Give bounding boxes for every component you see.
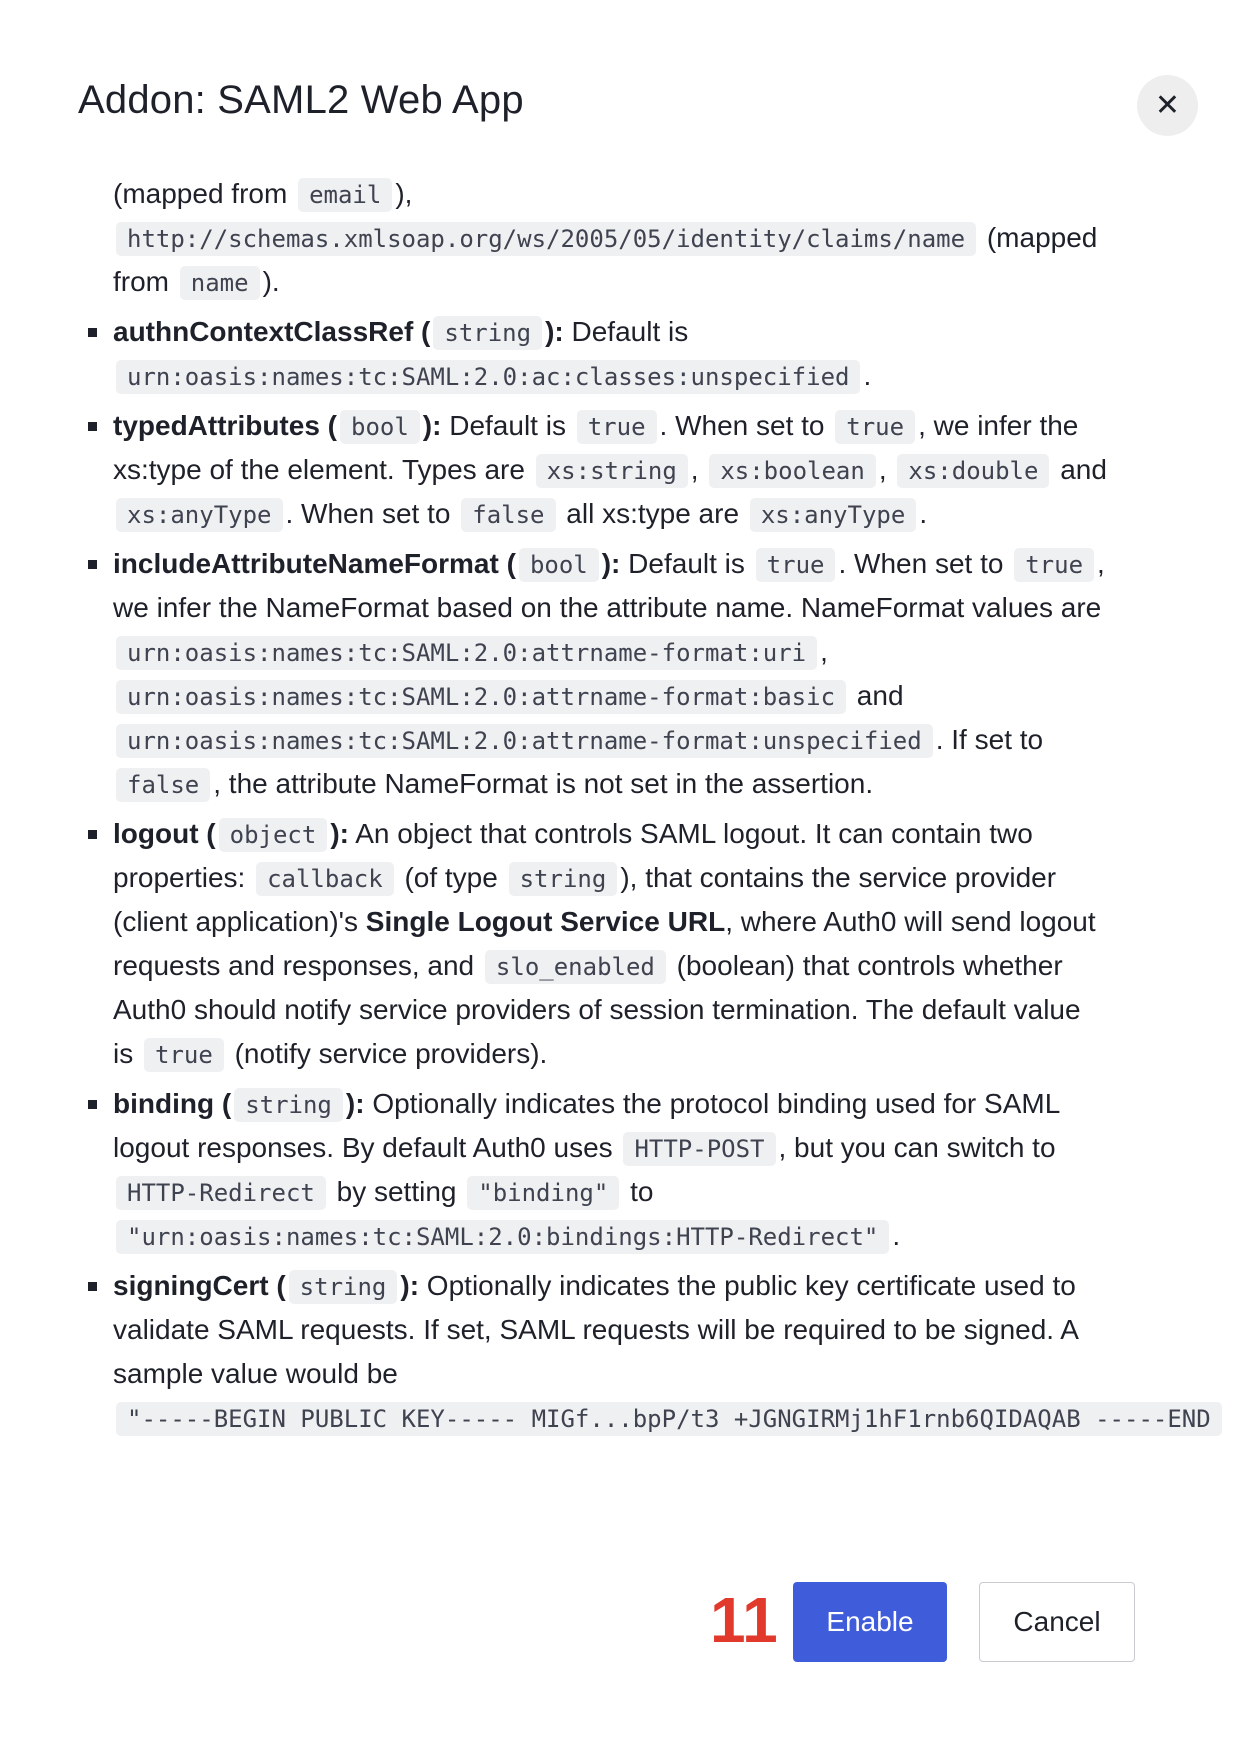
close-icon: ✕ <box>1154 89 1181 122</box>
text-run: Optionally indicates the protocol binding used for SAML <box>364 1088 1061 1119</box>
inline-code: true <box>577 410 657 444</box>
description-line <box>113 586 1101 630</box>
description-line <box>113 988 1081 1032</box>
text-run: , <box>878 454 895 485</box>
bold-text: ): <box>345 1088 365 1119</box>
bold-text: authnContextClassRef ( <box>113 316 431 347</box>
text-run: xs:type of the element. Types are <box>113 454 533 485</box>
text-run: (notify service providers). <box>226 1038 548 1069</box>
bold-text: signingCert ( <box>113 1270 286 1301</box>
text-run: , where Auth0 will send logout <box>725 906 1096 937</box>
description-line <box>113 856 1056 900</box>
description-line <box>113 1170 653 1214</box>
inline-code: true <box>835 410 915 444</box>
inline-code: name <box>180 266 260 300</box>
inline-code: false <box>461 498 555 532</box>
bold-text: ): <box>400 1270 420 1301</box>
description-line <box>113 1126 1056 1170</box>
description-line <box>113 542 1105 586</box>
text-run: (mapped <box>979 222 1098 253</box>
bold-text: ): <box>422 410 442 441</box>
description-line <box>113 404 1078 448</box>
text-run: ), that contains the service provider <box>620 862 1057 893</box>
text-run: to <box>622 1176 654 1207</box>
description-line <box>113 492 927 536</box>
inline-code: string <box>433 316 542 350</box>
list-bullet <box>88 1100 97 1109</box>
inline-code: slo_enabled <box>485 950 666 984</box>
description-line <box>113 172 412 216</box>
inline-code: true <box>1014 548 1094 582</box>
inline-code: bool <box>340 410 420 444</box>
text-run: . When set to <box>285 498 459 529</box>
text-run: (boolean) that controls whether <box>668 950 1063 981</box>
inline-code: xs:anyType <box>750 498 917 532</box>
inline-code: callback <box>256 862 394 896</box>
text-run: An object that controls SAML logout. It can contain two <box>348 818 1033 849</box>
bold-text: ): <box>545 316 564 347</box>
text-run: . <box>892 1220 901 1251</box>
text-run: is <box>113 1038 141 1069</box>
inline-code: xs:string <box>536 454 688 488</box>
text-run: (mapped from <box>113 178 296 209</box>
description-line <box>113 812 1033 856</box>
settings-description <box>0 172 1240 1462</box>
inline-code: string <box>289 1270 398 1304</box>
text-run: Default is <box>441 410 574 441</box>
description-line <box>113 1396 1225 1440</box>
inline-code: string <box>509 862 618 896</box>
inline-code: true <box>756 548 836 582</box>
text-run: , but you can switch to <box>778 1132 1056 1163</box>
inline-code: string <box>234 1088 343 1122</box>
bold-text: logout ( <box>113 818 216 849</box>
text-run: . <box>863 360 872 391</box>
description-line <box>113 1264 1076 1308</box>
inline-code: urn:oasis:names:tc:SAML:2.0:attrname-format:basic <box>116 680 846 714</box>
text-run: . When set to <box>838 548 1012 579</box>
description-line <box>113 674 904 718</box>
inline-code: xs:double <box>897 454 1049 488</box>
step-number-annotation: 11 <box>710 1584 778 1656</box>
inline-code: "urn:oasis:names:tc:SAML:2.0:bindings:HTTP-Redirect" <box>116 1220 889 1254</box>
text-run: . When set to <box>659 410 833 441</box>
cancel-button[interactable]: Cancel <box>979 1582 1135 1662</box>
close-button[interactable] <box>1137 75 1198 136</box>
inline-code: email <box>298 178 392 212</box>
description-line <box>113 900 1096 944</box>
description-line <box>113 1352 398 1396</box>
inline-code: bool <box>519 548 599 582</box>
text-run: , the attribute NameFormat is not set in the assertion. <box>213 768 874 799</box>
list-bullet <box>88 1282 97 1291</box>
description-line <box>113 630 828 674</box>
inline-code: false <box>116 768 210 802</box>
text-run: validate SAML requests. If set, SAML requests will be required to be signed. A <box>113 1314 1079 1345</box>
text-run: Optionally indicates the public key certificate used to <box>419 1270 1076 1301</box>
text-run: by setting <box>328 1176 465 1207</box>
text-run: . <box>919 498 928 529</box>
text-run: , <box>820 636 828 667</box>
text-run: Auth0 should notify service providers of session termination. The default value <box>113 994 1081 1025</box>
description-line <box>113 310 688 354</box>
text-run: Default is <box>563 316 689 347</box>
description-line <box>113 718 1043 762</box>
inline-code: "-----BEGIN PUBLIC KEY----- MIGf...bpP/t3 +JGNGIRMj1hF1rnb6QIDAQAB -----END <box>116 1402 1222 1436</box>
inline-code: HTTP-Redirect <box>116 1176 326 1210</box>
text-run: , we infer the <box>918 410 1079 441</box>
text-run: . If set to <box>935 724 1044 755</box>
text-run: (client application)'s <box>113 906 366 937</box>
description-line <box>113 1214 900 1258</box>
inline-code: urn:oasis:names:tc:SAML:2.0:ac:classes:unspecified <box>116 360 860 394</box>
text-run: Default is <box>620 548 753 579</box>
list-bullet <box>88 830 97 839</box>
description-line <box>113 944 1063 988</box>
description-line <box>113 1032 547 1076</box>
list-bullet <box>88 560 97 569</box>
inline-code: xs:anyType <box>116 498 283 532</box>
description-line <box>113 1308 1079 1352</box>
text-run: and <box>849 680 904 711</box>
bold-text: includeAttributeNameFormat ( <box>113 548 516 579</box>
inline-code: "binding" <box>467 1176 619 1210</box>
text-run: requests and responses, and <box>113 950 482 981</box>
text-run: sample value would be <box>113 1358 398 1389</box>
text-run: and <box>1052 454 1107 485</box>
inline-code: HTTP-POST <box>623 1132 775 1166</box>
text-run: properties: <box>113 862 254 893</box>
description-line <box>113 260 280 304</box>
bold-text: typedAttributes ( <box>113 410 337 441</box>
inline-code: http://schemas.xmlsoap.org/ws/2005/05/identity/claims/name <box>116 222 976 256</box>
bold-text: Single Logout Service URL <box>365 906 726 937</box>
description-line <box>113 762 873 806</box>
inline-code: urn:oasis:names:tc:SAML:2.0:attrname-format:uri <box>116 636 817 670</box>
text-run: , <box>690 454 707 485</box>
inline-code: urn:oasis:names:tc:SAML:2.0:attrname-format:unspecified <box>116 724 933 758</box>
description-line <box>113 354 871 398</box>
text-run: ), <box>395 178 413 209</box>
bold-text: ): <box>601 548 621 579</box>
inline-code: xs:boolean <box>709 454 876 488</box>
bold-text: binding ( <box>113 1088 232 1119</box>
text-run: , <box>1097 548 1105 579</box>
bold-text: ): <box>330 818 349 849</box>
text-run: (of type <box>396 862 506 893</box>
description-line <box>113 216 1097 260</box>
dialog-title: Addon: SAML2 Web App <box>78 78 524 122</box>
description-line <box>113 1082 1060 1126</box>
enable-button[interactable]: Enable <box>793 1582 947 1662</box>
inline-code: true <box>144 1038 224 1072</box>
list-bullet <box>88 422 97 431</box>
inline-code: object <box>219 818 328 852</box>
text-run: logout responses. By default Auth0 uses <box>113 1132 621 1163</box>
list-bullet <box>88 328 97 337</box>
text-run: ). <box>262 266 280 297</box>
description-line <box>113 448 1107 492</box>
text-run: from <box>113 266 177 297</box>
text-run: all xs:type are <box>558 498 747 529</box>
text-run: we infer the NameFormat based on the attribute name. NameFormat values are <box>113 592 1102 623</box>
